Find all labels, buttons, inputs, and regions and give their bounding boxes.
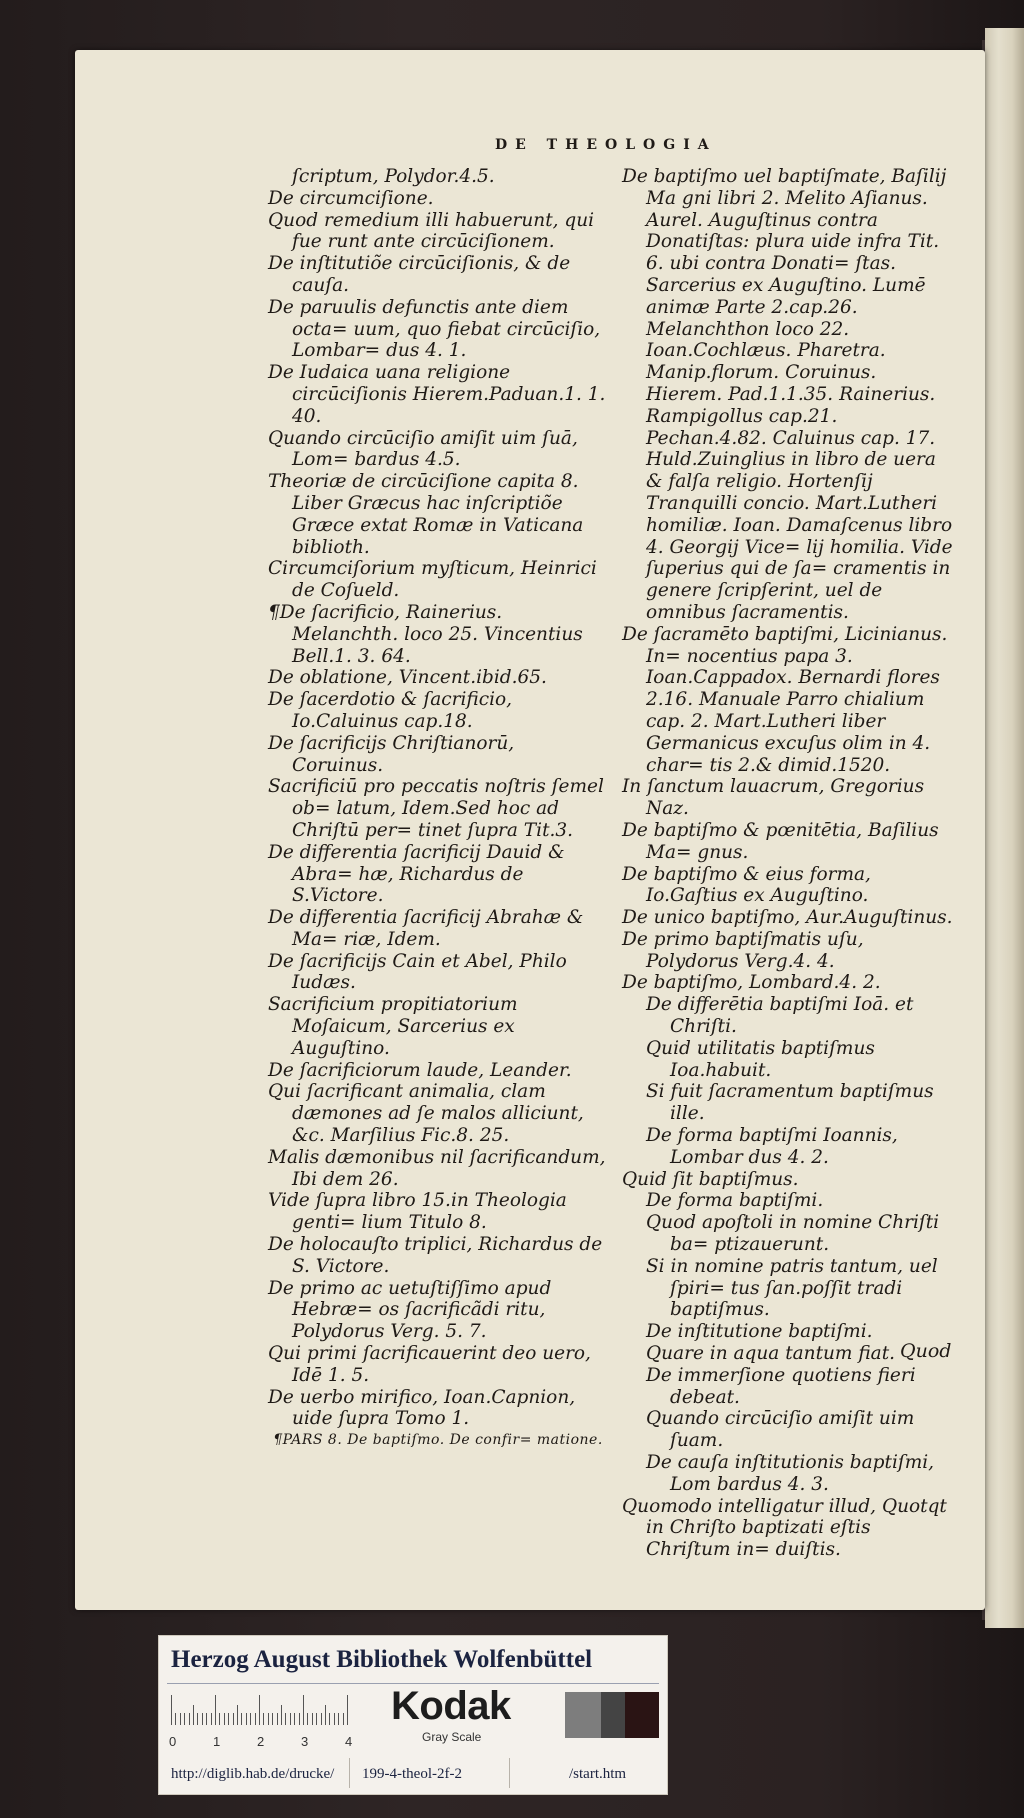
index-entry: De forma baptiſmi. — [646, 1190, 824, 1212]
gray-swatch — [565, 1692, 601, 1738]
card-footer — [159, 1756, 667, 1794]
ruler-tick — [224, 1713, 225, 1725]
ruler-tick — [299, 1713, 300, 1725]
gray-swatch — [529, 1692, 565, 1738]
shelfmark: 199-4-theol-2f-2 — [362, 1766, 462, 1782]
index-entry: De ſacramēto baptiſmi, Licinianus. In= nocentius papa 3. Ioan.Cappadox. Bernardi flores 2.16. Manuale Parro chialium cap. 2. Mart.Lutheri liber Germanicus excuſus olim in 4. char= tis 2.& dimid.1520. — [622, 623, 948, 776]
index-entry: De baptiſmo, Lombard.4. 2. — [622, 972, 881, 994]
index-entry: Circumciſorium myſticum, Heinrici de Coſueld. — [268, 558, 597, 602]
index-entry: Theoriæ de circūciſione capita 8. Liber Græcus hac inſcriptiõe Græce extat Romæ in Vaticana biblioth. — [268, 471, 584, 558]
index-entry: De circumciſione. — [268, 187, 434, 209]
ruler-tick — [228, 1713, 229, 1725]
ruler-tick — [202, 1713, 203, 1725]
ruler-number: 4 — [345, 1734, 353, 1749]
ruler-tick — [246, 1713, 247, 1725]
footer-separator — [349, 1758, 350, 1788]
ruler-tick — [263, 1713, 264, 1725]
index-entry: De ſacrificijs Chriſtianorū, Coruinus. — [268, 732, 515, 776]
footer-separator — [509, 1758, 510, 1788]
index-entry: Sacrificiū pro peccatis noſtris ſemel ob= latum, Idem.Sed hoc ad Chriſtū per= tinet ſupra Tit.3. — [268, 776, 604, 841]
ruler-tick — [175, 1713, 176, 1725]
ruler-tick — [307, 1713, 308, 1725]
ruler-tick — [316, 1713, 317, 1725]
ruler-tick — [189, 1713, 190, 1725]
ruler-tick — [233, 1713, 234, 1725]
ruler-tick — [259, 1695, 260, 1725]
facing-page-edge — [985, 28, 1024, 1628]
ruler-tick — [343, 1713, 344, 1725]
ruler-tick — [321, 1713, 322, 1725]
index-entry: De immerſione quotiens fieri debeat. — [646, 1364, 916, 1408]
gray-swatch — [625, 1692, 659, 1738]
index-entry: De baptiſmo & eius forma, Io.Gaſtius ex Auguſtino. — [622, 863, 871, 907]
ruler-tick — [272, 1713, 273, 1725]
index-entry: Qui primi ſacrificauerint deo uero, Idē 1. 5. — [268, 1343, 591, 1386]
index-entry: De ſacrificiorum laude, Leander. — [268, 1059, 572, 1081]
index-entry: Quid ſit baptiſmus. — [622, 1168, 799, 1190]
ruler-number: 1 — [213, 1734, 221, 1749]
index-entry: De differētia baptiſmi Ioā. et Chriſti. — [646, 994, 914, 1038]
ruler-tick — [184, 1713, 185, 1725]
library-title: Herzog August Bibliothek Wolfenbüttel — [171, 1646, 593, 1673]
index-entry: De oblatione, Vincent.ibid.65. — [268, 667, 547, 689]
ruler-tick — [180, 1713, 181, 1725]
ruler-tick — [215, 1695, 216, 1725]
ruler-tick — [219, 1713, 220, 1725]
index-entry: Malis dæmonibus nil ſacrificandum, Ibi dem 26. — [268, 1146, 606, 1190]
scale-ruler — [171, 1693, 349, 1725]
gray-scale-label: Gray Scale — [422, 1730, 482, 1744]
ruler-tick — [206, 1713, 207, 1725]
index-entry: Quomodo intelligatur illud, Quotqt in Chriſto baptizati eſtis Chriſtum in= duiſtis. — [622, 1495, 947, 1561]
index-entry: De differentia ſacrificij Dauid & Abra= hæ, Richardus de S.Victore. — [268, 841, 565, 907]
index-entry: De paruulis defunctis ante diem octa= uum, quo fiebat circūciſio, Lombar= dus 4. 1. — [268, 296, 601, 362]
ruler-tick — [285, 1713, 286, 1725]
index-entry: De baptiſmo & pœnitētia, Baſilius Ma= gnus. — [622, 819, 939, 863]
index-entry: De ſacrificijs Cain et Abel, Philo Iudæs. — [268, 950, 567, 994]
index-entry: Vide ſupra libro 15.in Theologia genti= lium Titulo 8. — [268, 1190, 567, 1234]
index-entry: Quid utilitatis baptiſmus Ioa.habuit. — [646, 1037, 875, 1081]
index-entry: Quando circūciſio amiſit uim ſuam. — [646, 1408, 915, 1452]
catchword: Quod — [900, 1340, 952, 1362]
index-entry: In ſanctum lauacrum, Gregorius Naz. — [622, 776, 925, 820]
index-entry: Quando circūciſio amiſit uim ſuā, Lom= bardus 4.5. — [268, 427, 578, 471]
color-calibration-card — [158, 1635, 668, 1795]
digital-library-url: http://diglib.hab.de/drucke/ — [171, 1766, 335, 1782]
ruler-tick — [241, 1713, 242, 1725]
ruler-number: 2 — [257, 1734, 265, 1749]
ruler-tick — [312, 1713, 313, 1725]
ruler-tick — [237, 1705, 238, 1725]
ruler-tick — [268, 1713, 269, 1725]
index-entry: De primo ac uetuſtiſſimo apud Hebræ= os ſacrificãdi ritu, Polydorus Verg. 5. 7. — [268, 1277, 552, 1343]
index-entry: Qui ſacrificant animalia, clam dæmones ad ſe malos alliciunt, &c. Marſilius Fic.8. 25. — [268, 1081, 584, 1147]
index-entry: Si in nomine patris tantum, uel ſpiri= tus ſan.poſſit tradi baptiſmus. — [646, 1255, 938, 1321]
ruler-tick — [250, 1713, 251, 1725]
ruler-tick — [193, 1705, 194, 1725]
kodak-logo: Kodak — [391, 1684, 511, 1728]
ruler-tick — [338, 1713, 339, 1725]
ruler-tick — [277, 1713, 278, 1725]
ruler-tick — [325, 1705, 326, 1725]
ruler-tick — [171, 1695, 172, 1725]
index-entry: ¶PARS 8. De baptiſmo. De confir= matione. — [273, 1432, 603, 1449]
gray-swatch — [601, 1692, 625, 1738]
index-entry: De inſtitutione baptiſmi. — [646, 1321, 873, 1343]
index-entry: Sacrificium propitiatorium Moſaicum, Sarcerius ex Auguſtino. — [268, 994, 518, 1059]
index-entry: ſcriptum, Polydor.4.5. — [292, 166, 495, 187]
start-link-text: /start.htm — [569, 1766, 627, 1782]
index-entry: De ſacerdotio & ſacrificio, Io.Caluinus cap.18. — [268, 689, 513, 732]
ruler-tick — [255, 1713, 256, 1725]
ruler-tick — [303, 1695, 304, 1725]
index-entry: De baptiſmo uel baptiſmate, Baſilij Ma gni libri 2. Melito Aſianus. Aurel. Auguſtinus contra Donatiſtas: plura uide infra Tit. 6. ubi contra Donati= ſtas. Sarcerius ex Auguſtino. Lumē animæ Parte 2.cap.26. Melanchthon loco 22. Ioan.Cochlæus. Pharetra. Manip.florum. Coruinus. Hierem. Pad.1.1.35. Rainerius. Rampigollus cap.21. Pechan.4.82. Caluinus cap. 17. Huld.Zuinglius in libro de uera & falſa religio. Hortenſij Tranquilli concio. Mart.Lutheri homiliæ. Ioan. Damaſcenus libro 4. Georgij Vice= lij homilia. Vide ſuperius qui de ſa= cramentis in genere ſcripſerint, uel de omnibus ſacramentis. — [622, 166, 953, 623]
left-column — [268, 166, 608, 1452]
index-entry: De forma baptiſmi Ioannis, Lombar dus 4. 2. — [646, 1125, 898, 1168]
ruler-tick — [329, 1713, 330, 1725]
index-entry: De holocauſto triplici, Richardus de S. Victore. — [268, 1234, 603, 1277]
index-entry: ¶De ſacrificio, Rainerius. Melanchth. loco 25. Vincentius Bell.1. 3. 64. — [268, 601, 583, 667]
index-entry: De Iudaica uana religione circūciſionis Hierem.Paduan.1. 1. 40. — [268, 362, 606, 427]
ruler-tick — [211, 1713, 212, 1725]
index-entry: Quod remedium illi habuerunt, qui fue runt ante circūciſionem. — [268, 209, 595, 253]
index-entry: De unico baptiſmo, Aur.Auguſtinus. — [622, 907, 953, 929]
ruler-number: 3 — [301, 1734, 309, 1749]
ruler-tick — [197, 1713, 198, 1725]
ruler-number: 0 — [169, 1734, 177, 1749]
index-entry: Quare in aqua tantum fiat. — [646, 1343, 896, 1365]
ruler-tick — [281, 1705, 282, 1725]
index-entry: Quod apoſtoli in nomine Chriſti ba= ptizauerunt. — [646, 1212, 940, 1256]
index-entry: De cauſa inſtitutionis baptiſmi, Lom bardus 4. 3. — [646, 1452, 935, 1495]
ruler-tick — [347, 1695, 348, 1725]
index-entry: De uerbo mirifico, Ioan.Capnion, uide ſupra Tomo 1. — [268, 1386, 576, 1430]
running-head-text: DE THEOLOGIA — [495, 137, 717, 153]
index-entry: De primo baptiſmatis uſu, Polydorus Verg.4. 4. — [622, 928, 864, 972]
index-entry: De inſtitutiõe circūciſionis, & de cauſa. — [268, 253, 571, 296]
ruler-tick — [290, 1713, 291, 1725]
ruler-tick — [334, 1713, 335, 1725]
index-entry: Si fuit ſacramentum baptiſmus ille. — [646, 1081, 934, 1125]
index-entry: De differentia ſacrificij Abrahæ & Ma= riæ, Idem. — [268, 907, 584, 950]
ruler-tick — [294, 1713, 295, 1725]
